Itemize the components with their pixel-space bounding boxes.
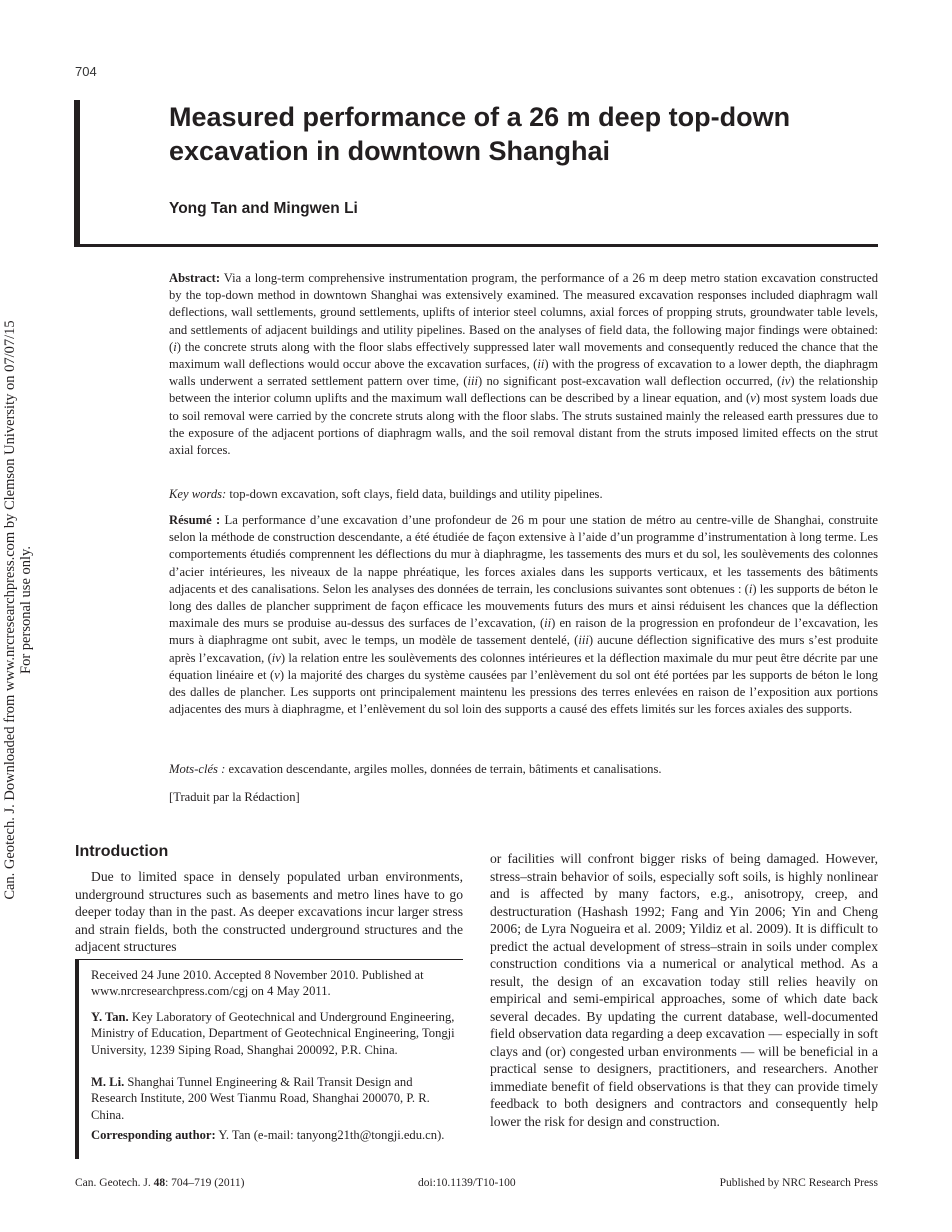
publisher: Published by NRC Research Press — [719, 1177, 878, 1189]
personal-use-notice: For personal use only. — [18, 546, 34, 674]
footnote-divider — [75, 959, 463, 960]
affiliation-tan — [91, 1009, 459, 1058]
journal-name: Can. Geotech. J. — [75, 1177, 154, 1189]
article-title: Measured performance of a 26 m deep top-down excavation in downtown Shanghai — [169, 102, 791, 166]
journal-pages: : 704–719 (2011) — [165, 1177, 245, 1189]
finding-numeral: ii — [537, 357, 545, 372]
finding-numeral: i — [173, 339, 177, 354]
keywords — [169, 486, 878, 503]
corresponding-author-label: Corresponding author: — [91, 1128, 216, 1142]
journal-citation — [75, 1177, 245, 1189]
mots-cles — [169, 761, 878, 778]
journal-volume: 48 — [153, 1177, 166, 1189]
footnote-accent-bar — [75, 959, 79, 1159]
finding-numeral: iii — [578, 633, 589, 648]
resume-text: ) la majorité des charges du système causées par l’enlèvement du sol ont été portées par les supports de béton le long des dalles de plancher. Les supports ont principalement maintenu les pressions des terres enlevées en raison de l’exposition aux portions adjacentes des murs à diaphragme, et l’enlèvement du sol loin des supports a causé des effets limités sur les forces axiales des supports. — [169, 667, 878, 717]
affiliation-tan-text: Key Laboratory of Geotechnical and Underground Engineering, Ministry of Education, Department of Geotechnical Engineering, Tongji University, 1239 Siping Road, Shanghai 200092, P.R. China. — [91, 1010, 455, 1057]
abstract-text: ) most system loads due to soil removal were carried by the concrete struts along with the floor slabs. The struts sustained mainly the released earth pressures due to the exposure of the adjacent portions of diaphragm walls, and the soil removal distant from the struts imposed limited effects on the strut axial forces. — [169, 391, 878, 458]
finding-numeral: i — [748, 581, 753, 596]
affiliation-li-label: M. Li. — [91, 1075, 125, 1089]
resume — [169, 512, 878, 718]
corresponding-author-text: Y. Tan (e-mail: tanyong21th@tongji.edu.cn). — [215, 1128, 445, 1142]
received-note: Received 24 June 2010. Accepted 8 November 2010. Published at www.nrcresearchpress.com/cgj on 4 May 2011. — [91, 968, 424, 999]
affiliation-li-text: Shanghai Tunnel Engineering & Rail Transit Design and Research Institute, 200 West Tianmu Road, Shanghai 200070, P. R. China. — [91, 1075, 430, 1122]
finding-numeral: v — [750, 391, 756, 406]
finding-numeral: v — [274, 667, 280, 682]
abstract-text: ) the concrete struts along with the floor slabs effectively suppressed later wall movements and consequently reduced the chance that the maximum wall deflections would occur above the excavation surfaces, ( — [169, 339, 878, 372]
introduction-left-column: Due to limited space in densely populated urban environments, underground structures such as basements and metro lines have to go deeper today than in the past. As deeper excavations incur larger stress and strain fields, both the constructed underground structures and the adjacent structures — [75, 869, 463, 954]
mots-cles-text: excavation descendante, argiles molles, données de terrain, bâtiments et canalisations. — [225, 762, 662, 776]
corresponding-author — [91, 1127, 459, 1143]
resume-label: Résumé : — [169, 513, 221, 527]
finding-numeral: ii — [544, 616, 552, 631]
resume-text: ) les supports de béton le long des dalles de plancher suppriment de façon efficace les mouvements futurs des murs et ainsi réduisent les chances que la déflection maximale des murs se produise au-dessus des surfaces de l’excavation, ( — [169, 581, 879, 631]
download-notice: Can. Geotech. J. Downloaded from www.nrcresearchpress.com by Clemson University on 07/07/15 — [2, 320, 18, 900]
introduction-right-column: or facilities will confront bigger risks of being damaged. However, stress–strain behavior of soils, especially soft soils, is highly nonlinear and is affected by many factors, e.g., anisotropy, creep, and destructuration (Hashash 1992; Fang and Yin 2006; Yin and Cheng 2006; de Lyra Nogueira et al. 2009; Yildiz et al. 2009). It is difficult to predict the actual development of stress–strain in soils under complex construction conditions via a numerical or analytical method. As a result, the design of an excavation today still relies heavily on empirical and semi-empirical approaches, some of which date back several decades. By updating the current database, well-documented field observation data regarding a deep excavation — especially in soft clays and (or) congested urban environments — will be beneficial in a practical sense to designers, practitioners, and researchers. Another immediate benefit of field observations is that they can provide timely feedback to both designers and contractors and consequently help lower the risk for design and construction. — [490, 851, 878, 1129]
abstract-text: ) no significant post-excavation wall deflection occurred, ( — [477, 374, 782, 389]
author-list: Yong Tan and Mingwen Li — [169, 200, 358, 217]
abstract-label: Abstract: — [169, 271, 221, 285]
abstract-text: Via a long-term comprehensive instrumentation program, the performance of a 26 m deep metro station excavation constructed by the top-down method in downtown Shanghai was extensively examined. The measured excavation responses included diaphragm wall deflections, wall settlements, ground settlements, uplifts of interior steel columns, axial forces of propping struts, groundwater table levels, and settlements of adjacent buildings and utility pipelines. Based on the analyses of field data, the following major findings were obtained: ( — [169, 271, 878, 354]
affiliation-li — [91, 1074, 459, 1123]
introduction-heading: Introduction — [75, 843, 169, 860]
download-watermark — [2, 160, 34, 1060]
footnote-box — [75, 959, 463, 1159]
resume-text: ) en raison de la progression en profondeur de l’excavation, les murs à diaphragme ont subit, avec le temps, un modèle de tassement dentelé, ( — [169, 616, 879, 648]
abstract-text: ) with the progress of excavation to a lower depth, the diaphragm walls underwent a serrated settlement pattern over time, ( — [169, 357, 878, 389]
abstract-text: ) the relationship between the interior column uplifts and the maximum wall deflections can be described by a linear equation, and ( — [169, 374, 878, 406]
keywords-text: top-down excavation, soft clays, field data, buildings and utility pipelines. — [226, 487, 603, 501]
header-divider — [74, 244, 878, 247]
finding-numeral: iv — [781, 374, 791, 389]
resume-text: La performance d’une excavation d’une profondeur de 26 m pour une station de métro au centre-ville de Shanghai, construite selon la méthode de construction descendante, a été étudiée de façon extensive à l’aide d’un programme d’instrumentation à long terme. Les comportements étudiés comprennent les déflections du mur à diaphragme, les tassements des murs et du sol, les soulèvements des colonnes d’acier intérieures, les niveaux de la nappe phréatique, les forces axiales dans les supports verticaux, et les tassements des bâtiments adjacents et des canalisations. Selon les analyses des données de terrain, les conclusions suivantes sont obtenues : ( — [169, 513, 878, 596]
finding-numeral: iii — [467, 374, 478, 389]
resume-text: ) la relation entre les soulèvements des colonnes intérieures et la déflection maximale du mur peut être décrite par une équation linéaire et ( — [169, 650, 878, 682]
doi: doi:10.1139/T10-100 — [418, 1177, 516, 1189]
keywords-label: Key words: — [169, 487, 227, 501]
translation-note: [Traduit par la Rédaction] — [169, 790, 300, 804]
page-number: 704 — [75, 64, 97, 79]
abstract — [169, 270, 878, 459]
mots-cles-label: Mots-clés : — [169, 762, 226, 776]
resume-text: ) aucune déflection significative des murs s’est produite après l’excavation, ( — [169, 633, 878, 665]
affiliation-tan-label: Y. Tan. — [91, 1010, 129, 1024]
title-accent-bar — [74, 100, 80, 246]
finding-numeral: iv — [271, 650, 281, 665]
